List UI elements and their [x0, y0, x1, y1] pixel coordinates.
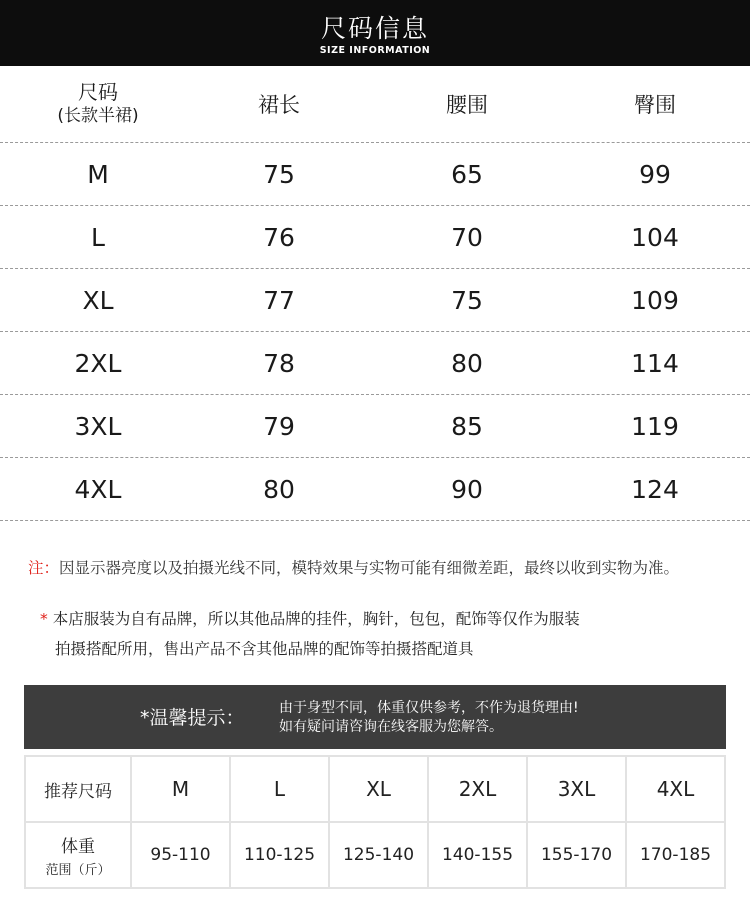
hip-cell: 124	[631, 474, 679, 504]
size-cell: 4XL	[74, 474, 122, 504]
recommend-size-cell: 2XL	[428, 756, 527, 822]
tip-line1: 由于身型不同，体重仅供参考，不作为退货理由!	[279, 700, 579, 716]
size-table-header	[0, 66, 750, 143]
weight-label-cell	[25, 822, 131, 888]
hip-cell: 114	[631, 348, 679, 378]
header-size	[0, 66, 196, 142]
size-table	[0, 66, 750, 521]
recommend-size-cell: M	[131, 756, 230, 822]
page-header	[0, 0, 750, 66]
tip-banner	[24, 685, 726, 749]
size-cell: L	[91, 222, 105, 252]
waist-cell: 75	[451, 285, 483, 315]
recommend-size-cell: 3XL	[527, 756, 626, 822]
recommend-size-cell: 4XL	[626, 756, 725, 822]
header-size-label: 尺码	[78, 80, 118, 104]
weight-row	[25, 822, 725, 888]
brand-note	[40, 604, 580, 664]
length-cell: 77	[263, 285, 295, 315]
size-row	[0, 206, 750, 269]
hip-cell: 104	[631, 222, 679, 252]
size-cell: 2XL	[74, 348, 122, 378]
waist-cell: 65	[451, 159, 483, 189]
weight-cell: 170-185	[626, 822, 725, 888]
length-cell: 80	[263, 474, 295, 504]
tip-line2: 如有疑问请咨询在线客服为您解答。	[279, 719, 503, 735]
tip-lines	[279, 699, 579, 737]
waist-cell: 80	[451, 348, 483, 378]
length-cell: 76	[263, 222, 295, 252]
header-length: 裙长	[258, 93, 300, 117]
note-prefix: 注：	[28, 559, 60, 577]
recommend-table	[24, 755, 726, 889]
weight-cell: 140-155	[428, 822, 527, 888]
page-subtitle: SIZE INFORMATION	[319, 45, 431, 56]
weight-cell: 125-140	[329, 822, 428, 888]
recommend-size-cell: L	[230, 756, 329, 822]
waist-cell: 90	[451, 474, 483, 504]
size-row	[0, 269, 750, 332]
length-cell: 79	[263, 411, 295, 441]
size-row	[0, 143, 750, 206]
weight-unit: 范围（斤）	[45, 863, 111, 878]
brand-note-line1: 本店服装为自有品牌，所以其他品牌的挂件，胸针，包包，配饰等仅作为服装	[52, 610, 580, 628]
page-title: 尺码信息	[320, 14, 429, 43]
length-cell: 75	[263, 159, 295, 189]
hip-cell: 99	[639, 159, 671, 189]
header-size-note: (长款半裙)	[57, 106, 139, 126]
recommend-size-row	[25, 756, 725, 822]
size-row	[0, 395, 750, 458]
length-cell: 78	[263, 348, 295, 378]
brand-note-star: *	[40, 610, 48, 628]
tip-label: *温馨提示：	[140, 707, 245, 729]
weight-cell: 155-170	[527, 822, 626, 888]
waist-cell: 70	[451, 222, 483, 252]
weight-cell: 95-110	[131, 822, 230, 888]
waist-cell: 85	[451, 411, 483, 441]
weight-label: 体重	[61, 837, 95, 857]
display-note	[28, 556, 679, 578]
size-row	[0, 458, 750, 521]
hip-cell: 119	[631, 411, 679, 441]
size-row	[0, 332, 750, 395]
size-cell: 3XL	[74, 411, 122, 441]
size-cell: XL	[82, 285, 114, 315]
recommend-size-label: 推荐尺码	[25, 756, 131, 822]
size-cell: M	[87, 159, 109, 189]
brand-note-line2: 拍摄搭配所用，售出产品不含其他品牌的配饰等拍摄搭配道具	[55, 640, 474, 658]
hip-cell: 109	[631, 285, 679, 315]
header-waist: 腰围	[446, 93, 488, 117]
weight-cell: 110-125	[230, 822, 329, 888]
header-hip: 臀围	[634, 93, 676, 117]
recommend-size-cell: XL	[329, 756, 428, 822]
note-text: 因显示器亮度以及拍摄光线不同，模特效果与实物可能有细微差距，最终以收到实物为准。	[59, 559, 680, 577]
